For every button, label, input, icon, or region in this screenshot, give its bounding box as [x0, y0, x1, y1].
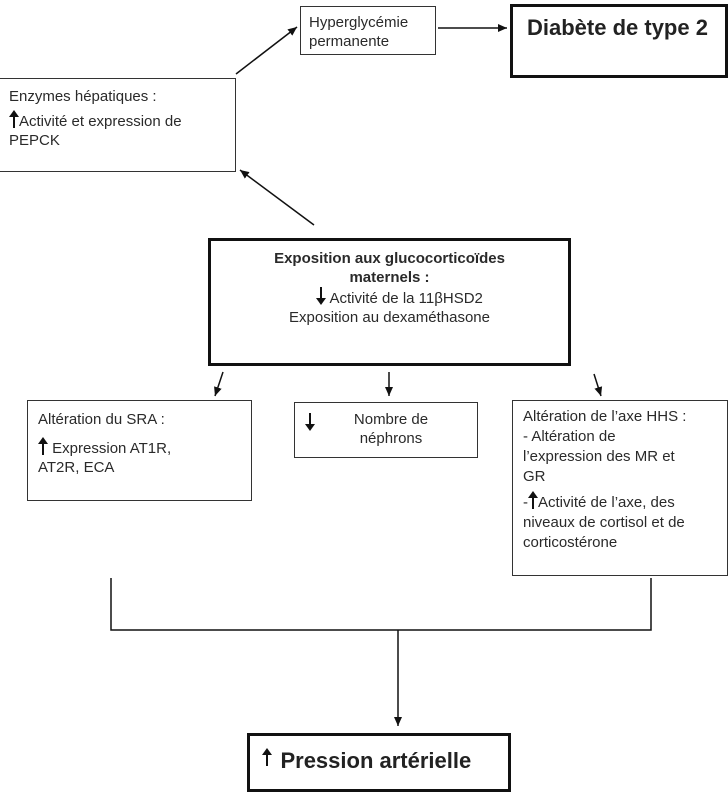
sra-row1 — [38, 437, 241, 458]
node-glucocorticoid-exposure — [208, 238, 571, 366]
convergence-bracket — [111, 578, 651, 630]
up-arrow-icon — [38, 437, 48, 455]
arrow-exposure-to-hhs — [594, 374, 601, 396]
hhs-line2: l’expression des MR et — [523, 448, 675, 465]
down-arrow-icon — [305, 413, 315, 431]
hepatic-line1: Activité et expression de — [19, 113, 182, 130]
hyperglycemia-line1: Hyperglycémie — [309, 14, 409, 31]
node-nephrons — [294, 402, 478, 458]
hepatic-row1 — [9, 110, 225, 131]
node-diabetes — [510, 4, 728, 78]
diabetes-title: Diabète de type 2 — [527, 15, 708, 40]
up-arrow-icon — [528, 491, 538, 509]
hhs-line1: - Altération de — [523, 428, 616, 445]
node-hhs-axis-alteration — [512, 400, 728, 576]
hepatic-line2: PEPCK — [9, 132, 60, 149]
hhs-title: Altération de l’axe HHS : — [523, 408, 687, 425]
node-sra-alteration — [27, 400, 252, 501]
hhs-line5: niveaux de cortisol et de — [523, 514, 685, 531]
node-hyperglycemia — [300, 6, 436, 55]
hhs-line4-prefix: - — [523, 494, 528, 511]
hhs-line4: Activité de l’axe, des — [538, 494, 675, 511]
hhs-line6: corticostérone — [523, 534, 618, 551]
arrow-exposure-to-sra — [215, 372, 223, 396]
hhs-line3: GR — [523, 468, 546, 485]
hhs-row4 — [523, 491, 719, 513]
exposure-line1: Activité de la 11βHSD2 — [329, 290, 483, 307]
hyperglycemia-line2: permanente — [309, 33, 390, 50]
nephrons-line1: Nombre de — [353, 411, 429, 428]
nephrons-line2: néphrons — [359, 430, 423, 447]
hepatic-title: Enzymes hépatiques : — [9, 88, 157, 105]
exposure-row1 — [217, 287, 562, 308]
sra-line1: Expression AT1R, — [52, 440, 172, 457]
arrow-hepatic-to-hyperglycemia — [236, 27, 297, 74]
up-arrow-icon — [262, 748, 272, 766]
exposure-title-line1: Exposition aux glucocorticoïdes — [274, 250, 505, 267]
exposure-title-line2: maternels : — [349, 269, 430, 286]
node-blood-pressure — [247, 733, 511, 792]
pressure-title: Pression artérielle — [280, 748, 472, 773]
sra-line2: AT2R, ECA — [38, 459, 115, 476]
arrow-exposure-to-hepatic — [240, 170, 314, 225]
sra-title: Altération du SRA : — [38, 411, 165, 428]
up-arrow-icon — [9, 110, 19, 128]
exposure-line2: Exposition au dexaméthasone — [289, 309, 490, 326]
node-hepatic-enzymes — [0, 78, 236, 172]
down-arrow-icon — [316, 287, 326, 305]
